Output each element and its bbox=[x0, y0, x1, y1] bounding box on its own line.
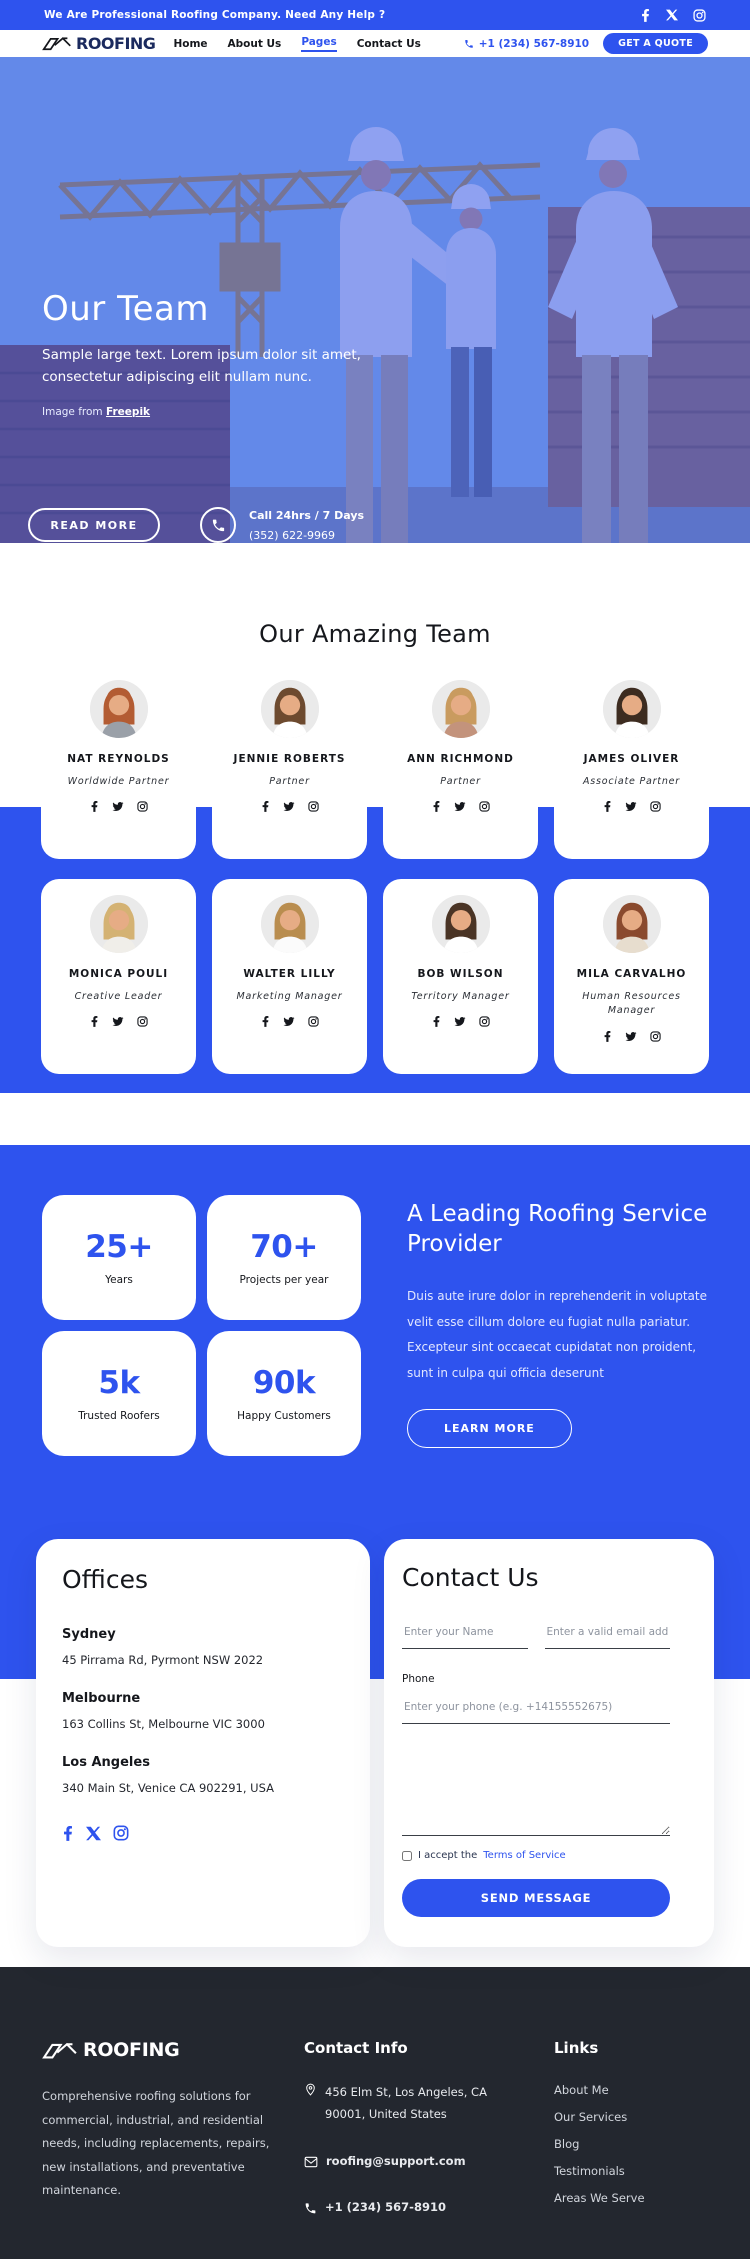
office-city: Sydney bbox=[62, 1627, 116, 1642]
contact-form-card bbox=[384, 1539, 714, 1947]
twitter-icon[interactable] bbox=[454, 1016, 466, 1027]
stat-value: 70+ bbox=[250, 1229, 318, 1265]
member-photo bbox=[261, 895, 319, 953]
contact-form bbox=[402, 1618, 670, 1917]
stat-label: Trusted Roofers bbox=[78, 1410, 160, 1422]
offices-heading: Offices bbox=[62, 1565, 148, 1594]
roof-logo-icon bbox=[42, 2041, 78, 2060]
stat-card-roofers bbox=[42, 1331, 196, 1456]
image-credit bbox=[42, 406, 382, 418]
stat-card-customers bbox=[207, 1331, 361, 1456]
phone-input[interactable] bbox=[402, 1693, 670, 1724]
phone-icon bbox=[211, 518, 226, 533]
main-navbar bbox=[0, 30, 750, 57]
twitter-icon[interactable] bbox=[283, 1016, 295, 1027]
learn-more-button[interactable]: LEARN MORE bbox=[407, 1409, 572, 1448]
instagram-icon[interactable] bbox=[693, 9, 706, 22]
member-name: JAMES OLIVER bbox=[583, 753, 680, 765]
footer-brand-name: ROOFING bbox=[83, 2039, 180, 2061]
offices-contact-section bbox=[0, 1539, 750, 1967]
footer-address: 456 Elm St, Los Angeles, CA 90001, United States bbox=[325, 2085, 487, 2122]
instagram-icon[interactable] bbox=[650, 801, 661, 812]
footer-brand-logo[interactable] bbox=[42, 2039, 282, 2061]
member-title: Marketing Manager bbox=[236, 991, 343, 1002]
office-address: 45 Pirrama Rd, Pyrmont NSW 2022 bbox=[62, 1653, 264, 1667]
phone-icon bbox=[464, 39, 474, 49]
member-name: JENNIE ROBERTS bbox=[233, 753, 346, 765]
stats-section bbox=[0, 1145, 750, 1539]
footer bbox=[0, 1967, 750, 2259]
member-photo bbox=[90, 895, 148, 953]
footer-phone-item[interactable] bbox=[304, 2196, 520, 2218]
team-member-card bbox=[383, 879, 538, 1074]
footer-phone: +1 (234) 567-8910 bbox=[325, 2200, 446, 2215]
brand-logo[interactable] bbox=[42, 34, 155, 53]
member-name: NAT REYNOLDS bbox=[67, 753, 170, 765]
member-photo bbox=[261, 680, 319, 738]
footer-link-areas[interactable]: Areas We Serve bbox=[554, 2191, 645, 2206]
member-name: ANN RICHMOND bbox=[407, 753, 514, 765]
call-phone-number: (352) 622-9969 bbox=[249, 528, 336, 542]
x-twitter-icon[interactable] bbox=[86, 1826, 101, 1841]
instagram-icon[interactable] bbox=[308, 801, 319, 812]
footer-contact-heading: Contact Info bbox=[304, 2039, 408, 2057]
footer-email: roofing@support.com bbox=[326, 2153, 466, 2168]
team-member-card bbox=[212, 664, 367, 859]
member-title: Creative Leader bbox=[74, 991, 163, 1002]
terms-checkbox[interactable] bbox=[402, 1851, 412, 1861]
footer-address-item bbox=[304, 2081, 520, 2126]
terms-row bbox=[402, 1850, 670, 1861]
team-member-card bbox=[383, 664, 538, 859]
hero-section bbox=[0, 57, 750, 543]
nav-item-contact[interactable]: Contact Us bbox=[356, 37, 421, 50]
top-announcement-bar bbox=[0, 0, 750, 30]
read-more-button[interactable]: READ MORE bbox=[28, 508, 160, 542]
facebook-icon[interactable] bbox=[62, 1826, 74, 1841]
member-photo bbox=[432, 680, 490, 738]
stat-value: 90k bbox=[252, 1365, 316, 1401]
facebook-icon[interactable] bbox=[90, 801, 99, 812]
member-title: Partner bbox=[440, 776, 481, 787]
message-textarea[interactable] bbox=[402, 1750, 670, 1836]
facebook-icon[interactable] bbox=[432, 801, 441, 812]
office-location bbox=[62, 1755, 346, 1795]
footer-description: Comprehensive roofing solutions for commercial, industrial, and residential needs, including replacements, repairs, new installations, and preventative maintenance. bbox=[42, 2089, 270, 2198]
team-member-card bbox=[554, 879, 709, 1074]
facebook-icon[interactable] bbox=[261, 801, 270, 812]
footer-links-list bbox=[554, 2077, 645, 2212]
stats-grid bbox=[42, 1195, 361, 1456]
x-twitter-icon[interactable] bbox=[666, 9, 678, 21]
member-title: Associate Partner bbox=[582, 776, 681, 787]
footer-link-services[interactable]: Our Services bbox=[554, 2110, 628, 2125]
office-address: 163 Collins St, Melbourne VIC 3000 bbox=[62, 1717, 265, 1731]
offices-card bbox=[36, 1539, 370, 1947]
header-phone-link[interactable] bbox=[464, 38, 589, 50]
team-heading: Our Amazing Team bbox=[259, 620, 491, 648]
header-phone-number: +1 (234) 567-8910 bbox=[478, 37, 590, 50]
team-member-card bbox=[41, 664, 196, 859]
phone-icon bbox=[304, 2202, 317, 2215]
envelope-icon bbox=[304, 2156, 318, 2168]
office-city: Melbourne bbox=[62, 1691, 141, 1706]
office-location bbox=[62, 1627, 346, 1667]
facebook-icon[interactable] bbox=[603, 1031, 612, 1042]
facebook-icon[interactable] bbox=[261, 1016, 270, 1027]
member-photo bbox=[603, 680, 661, 738]
twitter-icon[interactable] bbox=[625, 1031, 637, 1042]
nav-item-home[interactable]: Home bbox=[173, 37, 208, 50]
team-member-card bbox=[41, 879, 196, 1074]
credit-prefix: Image from bbox=[42, 406, 106, 419]
announcement-text: We Are Professional Roofing Company. Need Any Help ? bbox=[44, 9, 386, 21]
call-hours-label: Call 24hrs / 7 Days bbox=[249, 508, 365, 522]
member-photo bbox=[432, 895, 490, 953]
terms-text: I accept the bbox=[418, 1850, 478, 1861]
nav-menu bbox=[173, 36, 420, 52]
stat-card-projects bbox=[207, 1195, 361, 1320]
twitter-icon[interactable] bbox=[112, 1016, 124, 1027]
call-phone-button[interactable] bbox=[200, 507, 236, 543]
email-input[interactable] bbox=[545, 1618, 671, 1649]
instagram-icon[interactable] bbox=[308, 1016, 319, 1027]
team-member-card bbox=[212, 879, 367, 1074]
twitter-icon[interactable] bbox=[625, 801, 637, 812]
nav-item-about[interactable]: About Us bbox=[227, 37, 282, 50]
footer-link-testimonials[interactable]: Testimonials bbox=[554, 2164, 625, 2179]
member-title: Worldwide Partner bbox=[67, 776, 170, 787]
team-grid bbox=[41, 664, 709, 1074]
twitter-icon[interactable] bbox=[112, 801, 124, 812]
member-photo bbox=[603, 895, 661, 953]
hero-subtitle: Sample large text. Lorem ipsum dolor sit amet, consectetur adipiscing elit nullam nunc. bbox=[42, 347, 361, 385]
stat-value: 5k bbox=[98, 1365, 140, 1401]
get-a-quote-button[interactable]: GET A QUOTE bbox=[603, 33, 708, 54]
facebook-icon[interactable] bbox=[603, 801, 612, 812]
stat-label: Years bbox=[105, 1274, 133, 1286]
leading-provider-body: Duis aute irure dolor in reprehenderit in voluptate velit esse cillum dolore eu fugiat nulla pariatur. Excepteur sint occaecat cupidatat non proident, sunt in culpa qui officia deserunt bbox=[407, 1288, 707, 1381]
instagram-icon[interactable] bbox=[479, 1016, 490, 1027]
nav-item-pages[interactable]: Pages bbox=[301, 36, 336, 52]
footer-email-item[interactable] bbox=[304, 2150, 520, 2172]
footer-links-heading: Links bbox=[554, 2039, 599, 2057]
member-photo bbox=[90, 680, 148, 738]
instagram-icon[interactable] bbox=[137, 801, 148, 812]
phone-field-label: Phone bbox=[402, 1673, 435, 1685]
facebook-icon[interactable] bbox=[432, 1016, 441, 1027]
office-location bbox=[62, 1691, 346, 1731]
facebook-icon[interactable] bbox=[640, 9, 651, 22]
instagram-icon[interactable] bbox=[479, 801, 490, 812]
member-title: Partner bbox=[269, 776, 310, 787]
page-title: Our Team bbox=[42, 289, 209, 329]
footer-link-blog[interactable]: Blog bbox=[554, 2137, 580, 2152]
stat-value: 25+ bbox=[85, 1229, 153, 1265]
name-input[interactable] bbox=[402, 1618, 528, 1649]
member-name: MONICA POULI bbox=[68, 968, 169, 980]
instagram-icon[interactable] bbox=[650, 1031, 661, 1042]
facebook-icon[interactable] bbox=[90, 1016, 99, 1027]
twitter-icon[interactable] bbox=[454, 801, 466, 812]
freepik-link[interactable]: Freepik bbox=[106, 406, 151, 419]
contact-heading: Contact Us bbox=[402, 1563, 539, 1592]
team-member-card bbox=[554, 664, 709, 859]
terms-of-service-link[interactable]: Terms of Service bbox=[483, 1850, 566, 1861]
office-address: 340 Main St, Venice CA 902291, USA bbox=[62, 1781, 274, 1795]
member-name: BOB WILSON bbox=[417, 968, 504, 980]
instagram-icon[interactable] bbox=[137, 1016, 148, 1027]
roof-logo-icon bbox=[42, 35, 72, 52]
brand-name: ROOFING bbox=[76, 34, 156, 53]
office-city: Los Angeles bbox=[62, 1755, 150, 1770]
send-message-button[interactable]: SEND MESSAGE bbox=[402, 1879, 670, 1917]
member-name: WALTER LILLY bbox=[243, 968, 336, 980]
stat-label: Happy Customers bbox=[237, 1410, 331, 1422]
stat-card-years bbox=[42, 1195, 196, 1320]
twitter-icon[interactable] bbox=[283, 801, 295, 812]
member-name: MILA CARVALHO bbox=[576, 968, 687, 980]
footer-link-about[interactable]: About Me bbox=[554, 2083, 609, 2097]
team-section bbox=[0, 543, 750, 1145]
location-pin-icon bbox=[304, 2083, 317, 2096]
stat-label: Projects per year bbox=[239, 1274, 329, 1286]
member-title: Territory Manager bbox=[411, 991, 510, 1002]
member-title: Human Resources Manager bbox=[582, 991, 681, 1017]
leading-provider-heading: A Leading Roofing Service Provider bbox=[407, 1201, 708, 1257]
instagram-icon[interactable] bbox=[113, 1825, 129, 1841]
